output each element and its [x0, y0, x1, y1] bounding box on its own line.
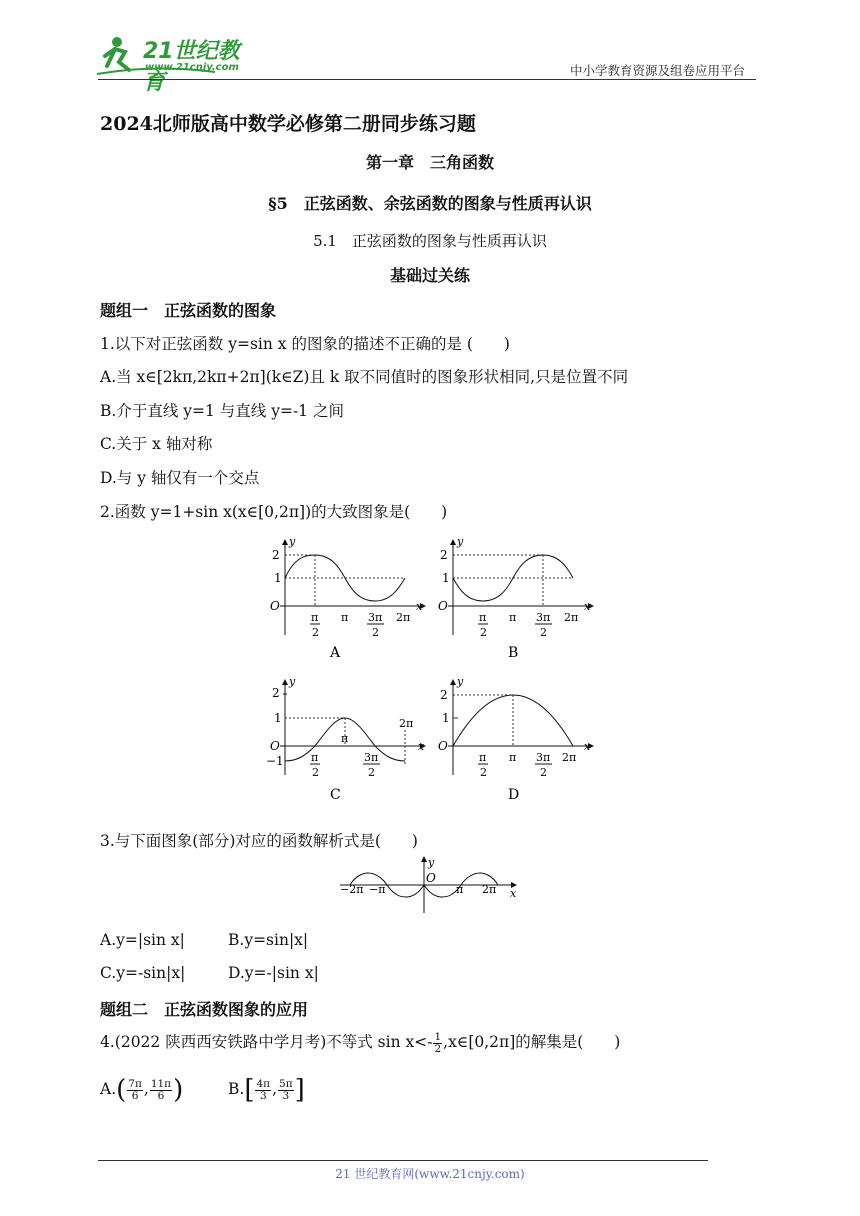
svg-text:2π: 2π — [564, 611, 579, 624]
svg-text:2: 2 — [272, 548, 280, 562]
q3-stem: 3.与下面图象(部分)对应的函数解析式是( ) — [100, 832, 418, 850]
graph-a — [270, 535, 425, 661]
group2-title: 题组二 正弦函数图象的应用 — [100, 1000, 309, 1019]
svg-text:2: 2 — [480, 626, 487, 639]
q3-graph — [338, 855, 523, 917]
svg-text:O: O — [270, 739, 280, 753]
svg-text:O: O — [270, 599, 280, 613]
footer-divider — [98, 1160, 708, 1161]
svg-text:O: O — [438, 739, 448, 753]
svg-text:y: y — [428, 856, 435, 869]
svg-text:3π: 3π — [536, 611, 551, 624]
q3-option-c: C.y=-sin|x| — [100, 964, 186, 982]
svg-text:π: π — [341, 611, 349, 624]
graph-d-label: D — [508, 787, 520, 803]
svg-text:y: y — [457, 675, 464, 688]
chapter-title: 第一章 三角函数 — [365, 153, 494, 172]
svg-text:2: 2 — [480, 766, 487, 779]
q4-stem-before: 4.(2022 陕西西安铁路中学月考)不等式 sin x<- — [100, 1033, 433, 1051]
svg-text:1: 1 — [274, 571, 282, 585]
svg-text:π: π — [479, 751, 487, 764]
svg-text:x: x — [584, 600, 591, 613]
svg-text:2: 2 — [440, 548, 448, 562]
svg-text:π: π — [509, 751, 517, 764]
q4-stem-after: ,x∈[0,2π]的解集是( ) — [443, 1033, 621, 1051]
svg-text:π: π — [479, 611, 487, 624]
graph-c-label: C — [330, 787, 341, 803]
graph-c — [266, 675, 425, 803]
graph-b-label: B — [508, 645, 519, 661]
svg-text:2: 2 — [312, 626, 319, 639]
svg-text:2: 2 — [372, 626, 379, 639]
svg-text:O: O — [438, 599, 448, 613]
svg-text:π: π — [311, 611, 319, 624]
logo-text: 21世纪教育 — [143, 39, 240, 95]
svg-text:1: 1 — [442, 711, 450, 725]
q1-stem: 1.以下对正弦函数 y=sin x 的图象的描述不正确的是 ( ) — [100, 335, 510, 353]
svg-text:−2π: −2π — [340, 883, 364, 896]
q2-graphs — [260, 535, 610, 820]
svg-text:2π: 2π — [562, 751, 577, 764]
q3-option-d: D.y=-|sin x| — [228, 964, 319, 982]
svg-text:1: 1 — [442, 571, 450, 585]
svg-text:x: x — [418, 740, 425, 753]
q1-option-c: C.关于 x 轴对称 — [100, 435, 213, 453]
doc-title: 2024北师版高中数学必修第二册同步练习题 — [100, 113, 476, 135]
svg-text:y: y — [289, 535, 296, 548]
svg-text:x: x — [510, 887, 517, 900]
svg-text:π: π — [341, 732, 349, 745]
subsection-title: 5.1 正弦函数的图象与性质再认识 — [313, 232, 547, 250]
svg-text:2π: 2π — [396, 611, 411, 624]
q1-option-d: D.与 y 轴仅有一个交点 — [100, 469, 260, 487]
graph-b — [438, 535, 593, 661]
svg-text:2π: 2π — [482, 883, 497, 896]
q4-stem — [100, 1030, 620, 1055]
svg-text:2π: 2π — [399, 717, 414, 730]
svg-text:x: x — [416, 600, 423, 613]
q3-option-a: A.y=|sin x| — [100, 931, 185, 949]
logo-url: www.21cnjy.com — [145, 62, 239, 73]
q3-option-b: B.y=sin|x| — [228, 931, 309, 949]
svg-text:π: π — [456, 883, 464, 896]
svg-text:2: 2 — [440, 688, 448, 702]
svg-text:3π: 3π — [364, 751, 379, 764]
group1-title: 题组一 正弦函数的图象 — [100, 301, 277, 320]
svg-text:3π: 3π — [368, 611, 383, 624]
svg-text:2: 2 — [272, 686, 280, 700]
site-name: 中小学教育资源及组卷应用平台 — [570, 63, 746, 78]
graph-d — [438, 675, 593, 803]
level-title: 基础过关练 — [389, 266, 470, 285]
svg-text:y: y — [289, 675, 296, 688]
section-title: §5 正弦函数、余弦函数的图象与性质再认识 — [268, 194, 592, 213]
q4-option-b: B.[ $\frac{4\pi}{3}$ , $\frac{5\pi}{3}$ ] — [228, 1075, 305, 1105]
q1-option-a: A.当 x∈[2kπ,2kπ+2π](k∈Z)且 k 取不同值时的图象形状相同,只是位置不同 — [100, 368, 629, 386]
svg-text:2: 2 — [368, 766, 375, 779]
svg-text:−1: −1 — [266, 754, 284, 768]
q2-stem: 2.函数 y=1+sin x(x∈[0,2π])的大致图象是( ) — [100, 503, 448, 521]
svg-text:1: 1 — [274, 711, 282, 725]
svg-text:2: 2 — [312, 766, 319, 779]
graph-a-label: A — [330, 645, 341, 661]
svg-text:2: 2 — [540, 766, 547, 779]
footer-text: 21 世纪教育网(www.21cnjy.com) — [335, 1167, 525, 1181]
q1-option-b: B.介于直线 y=1 与直线 y=-1 之间 — [100, 402, 344, 420]
q4-fraction: $\frac{1}{2}$ — [434, 1030, 442, 1055]
logo — [95, 34, 260, 95]
svg-text:x: x — [584, 740, 591, 753]
svg-text:y: y — [457, 535, 464, 548]
svg-text:2: 2 — [540, 626, 547, 639]
svg-text:3π: 3π — [536, 751, 551, 764]
svg-text:π: π — [311, 751, 319, 764]
svg-text:−π: −π — [369, 883, 386, 896]
svg-text:O: O — [426, 871, 436, 885]
q4-option-a: A.( $\frac{7\pi}{6}$ , $\frac{11\pi}{6}$ ) — [100, 1075, 184, 1105]
svg-text:π: π — [509, 611, 517, 624]
header-divider — [98, 79, 756, 80]
